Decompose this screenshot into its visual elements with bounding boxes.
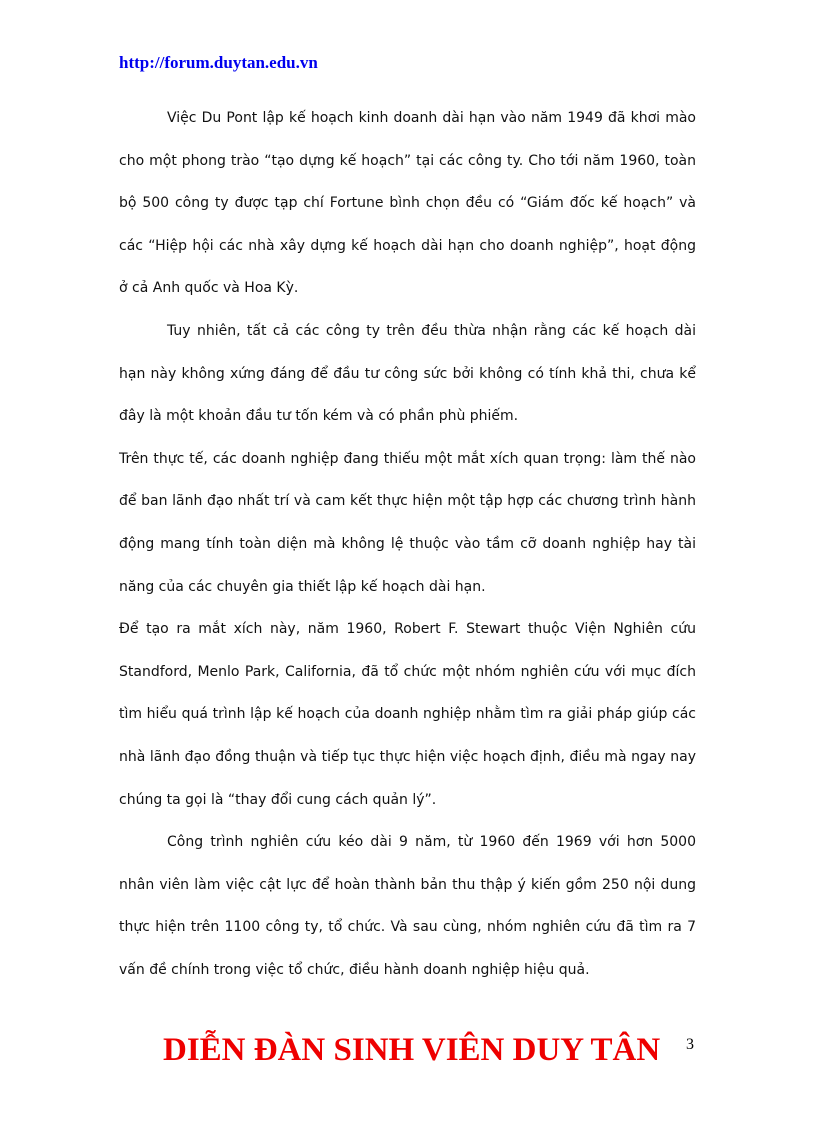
paragraph-1: Việc Du Pont lập kế hoạch kinh doanh dài hạn vào năm 1949 đã khơi mào cho một phong trào “tạo dựng kế hoạch” tại các công ty. Cho tới năm 1960, toàn bộ 500 công ty được tạp chí Fortune bình chọn đều có “Giám đốc kế hoạch” và các “Hiệp hội các nhà xây dựng kế hoạch dài hạn cho doanh nghiệp”, hoạt động ở cả Anh quốc và Hoa Kỳ. (119, 110, 696, 297)
forum-link[interactable]: http://forum.duytan.edu.vn (119, 53, 318, 72)
paragraph-3: Trên thực tế, các doanh nghiệp đang thiếu một mắt xích quan trọng: làm thế nào để ban lãnh đạo nhất trí và cam kết thực hiện một tập hợp các chương trình hành động mang tính toàn diện mà không lệ thuộc vào tầm cỡ doanh nghiệp hay tài năng của các chuyên gia thiết lập kế hoạch dài hạn. (119, 450, 696, 595)
page-number: 3 (686, 1036, 694, 1053)
paragraph-5: Công trình nghiên cứu kéo dài 9 năm, từ 1960 đến 1969 với hơn 5000 nhân viên làm việc cật lực để hoàn thành bản thu thập ý kiến gồm 250 nội dung thực hiện trên 1100 công ty, tổ chức. Và sau cùng, nhóm nghiên cứu đã tìm ra 7 vấn đề chính trong việc tổ chức, điều hành doanh nghiệp hiệu quả. (119, 834, 696, 978)
paragraph-4: Để tạo ra mắt xích này, năm 1960, Robert F. Stewart thuộc Viện Nghiên cứu Standford, Menlo Park, California, đã tổ chức một nhóm nghiên cứu với mục đích tìm hiểu quá trình lập kế hoạch của doanh nghiệp nhằm tìm ra giải pháp giúp các nhà lãnh đạo đồng thuận và tiếp tục thực hiện việc hoạch định, điều mà ngay nay chúng ta gọi là “thay đổi cung cách quản lý”. (119, 621, 696, 808)
paragraph-2: Tuy nhiên, tất cả các công ty trên đều thừa nhận rằng các kế hoạch dài hạn này không xứng đáng để đầu tư công sức bởi không có tính khả thi, chưa kể đây là một khoản đầu tư tốn kém và có phần phù phiếm. (119, 322, 696, 425)
footer-title: DIỄN ĐÀN SINH VIÊN DUY TÂN (163, 1032, 661, 1068)
document-body (119, 97, 696, 991)
